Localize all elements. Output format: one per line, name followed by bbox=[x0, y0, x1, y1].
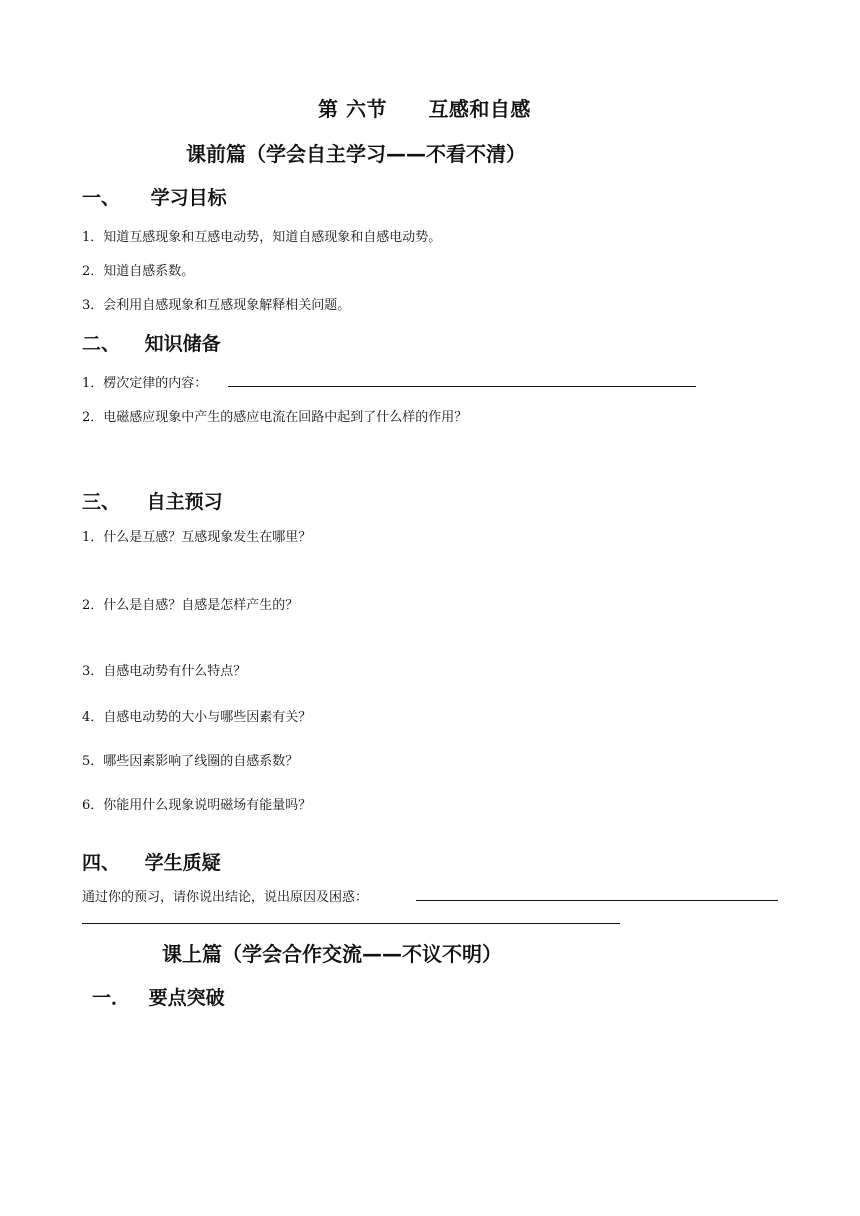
section-heading-self-preview bbox=[82, 487, 223, 514]
section-heading-student-questions bbox=[82, 848, 221, 875]
answer-line[interactable] bbox=[416, 900, 778, 901]
title-prefix: 第 六节 bbox=[318, 97, 387, 121]
section-label: 学习目标 bbox=[150, 187, 227, 209]
title-main: 互感和自感 bbox=[428, 97, 531, 121]
page-title bbox=[318, 93, 531, 122]
section-label: 自主预习 bbox=[146, 491, 223, 513]
question-prompt: 通过你的预习，请你说出结论，说出原因及困惑： bbox=[82, 890, 369, 905]
section-number: 四、 bbox=[82, 852, 121, 874]
list-item: 2．什么是自感？自感是怎样产生的？ bbox=[82, 598, 299, 613]
list-item: 6．你能用什么现象说明磁场有能量吗？ bbox=[82, 798, 312, 813]
list-item: 2．电磁感应现象中产生的感应电流在回路中起到了什么样的作用？ bbox=[82, 410, 468, 425]
section-label: 学生质疑 bbox=[144, 852, 221, 874]
section-heading-knowledge-reserve bbox=[82, 329, 221, 356]
list-item: 1．知道互感现象和互感电动势，知道自感现象和自感电动势。 bbox=[82, 230, 442, 245]
section-label: 知识储备 bbox=[144, 333, 221, 355]
section-heading-learning-goals bbox=[82, 183, 227, 210]
list-item: 2．知道自感系数。 bbox=[82, 264, 195, 279]
answer-line[interactable] bbox=[228, 386, 696, 387]
answer-line[interactable] bbox=[82, 923, 620, 924]
list-item: 3．会利用自感现象和互感现象解释相关问题。 bbox=[82, 298, 351, 313]
section-number: 一、 bbox=[82, 187, 121, 209]
in-class-title: 课上篇（学会合作交流——不议不明） bbox=[162, 942, 502, 966]
list-item: 4．自感电动势的大小与哪些因素有关？ bbox=[82, 710, 312, 725]
list-item: 1．楞次定律的内容： bbox=[82, 376, 208, 391]
section-heading-key-points bbox=[92, 983, 225, 1010]
list-item: 5．哪些因素影响了线圈的自感系数？ bbox=[82, 754, 299, 769]
list-item: 1．什么是互感？互感现象发生在哪里？ bbox=[82, 530, 312, 545]
section-number: 二、 bbox=[82, 333, 121, 355]
section-number: 一． bbox=[92, 987, 131, 1009]
section-number: 三、 bbox=[82, 491, 121, 513]
section-label: 要点突破 bbox=[148, 987, 225, 1009]
pre-class-title: 课前篇（学会自主学习——不看不清） bbox=[186, 142, 526, 166]
list-item: 3．自感电动势有什么特点？ bbox=[82, 664, 247, 679]
